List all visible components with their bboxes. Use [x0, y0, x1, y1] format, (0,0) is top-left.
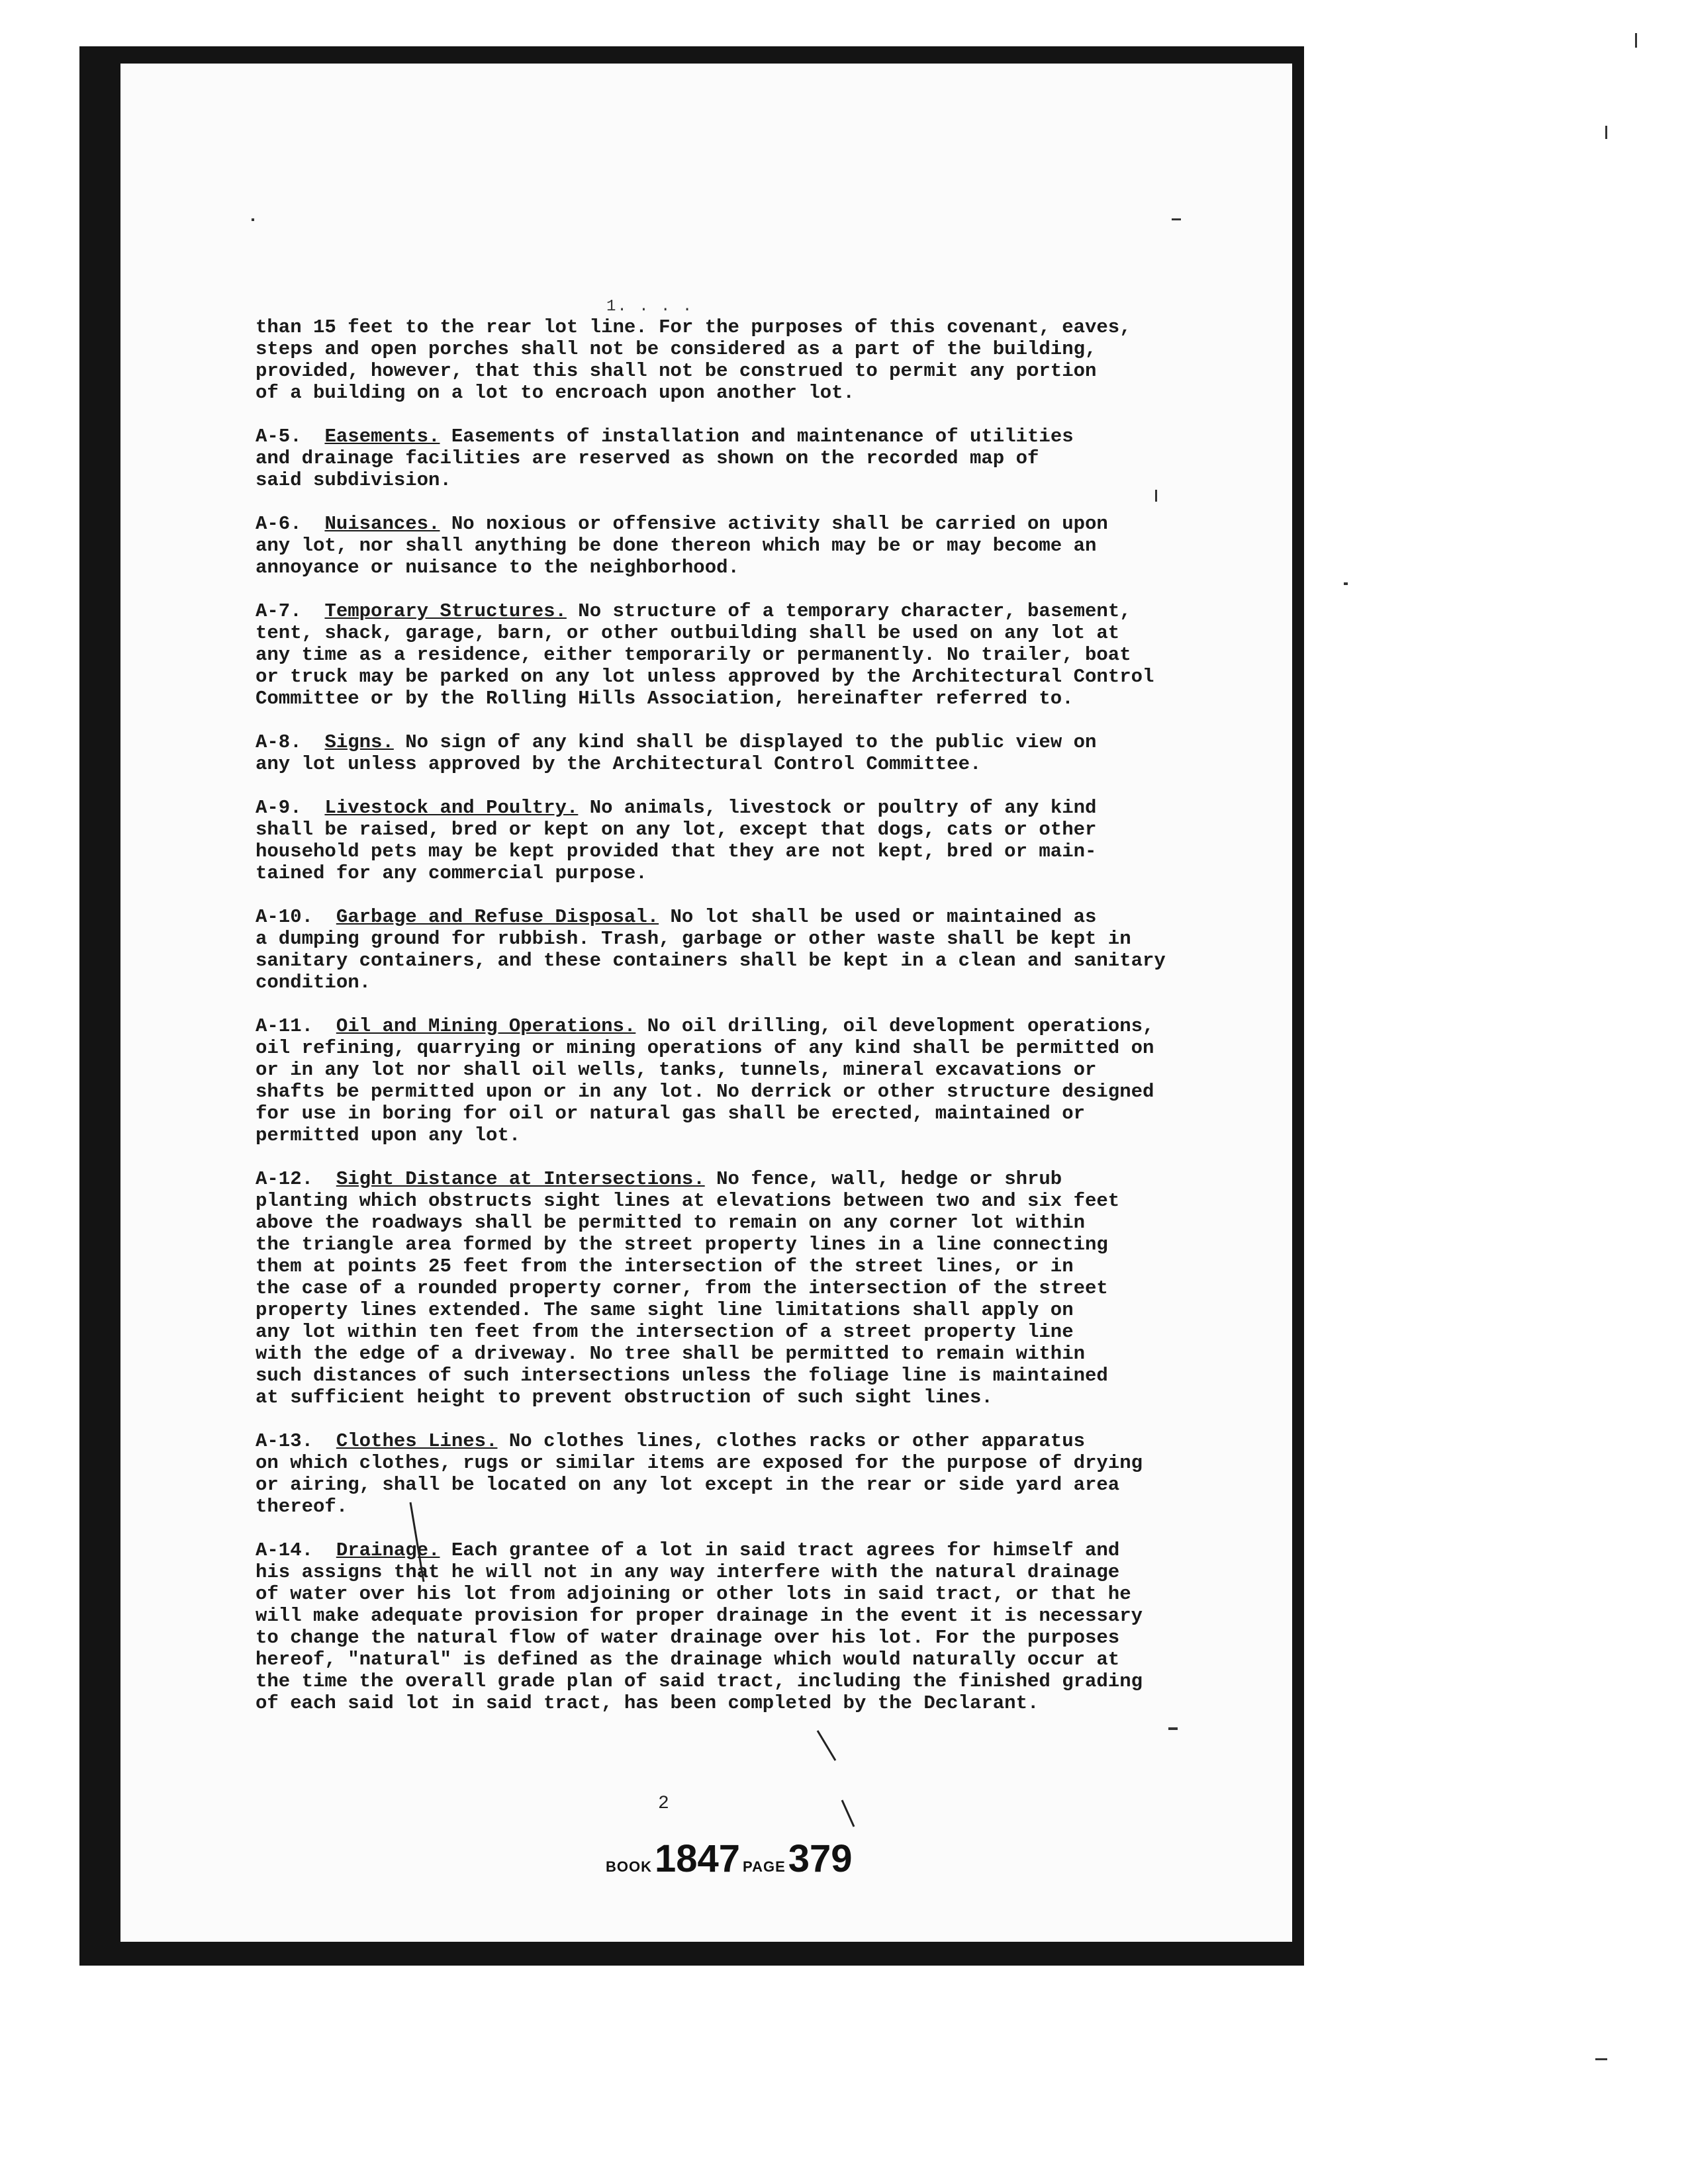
- section-oil-mining: [256, 1015, 1154, 1146]
- text-line: planting which obstructs sight lines at elevations between two and six feet: [256, 1190, 1120, 1212]
- text-line: them at points 25 feet from the intersection of the street lines, or in: [256, 1255, 1074, 1277]
- section-title: Garbage and Refuse Disposal.: [336, 906, 659, 928]
- text-line: provided, however, that this shall not be construed to permit any portion: [256, 360, 1097, 382]
- scan-speck: [1172, 218, 1181, 220]
- text-line: will make adequate provision for proper drainage in the event it is necessary: [256, 1605, 1143, 1627]
- text-line: his assigns that he will not in any way interfere with the natural drainage: [256, 1561, 1120, 1583]
- text-line: No sign of any kind shall be displayed to the public view on: [393, 731, 1097, 753]
- text-line: shall be raised, bred or kept on any lot, except that dogs, cats or other: [256, 819, 1097, 841]
- section-title: Temporary Structures.: [324, 600, 567, 622]
- text-line: No animals, livestock or poultry of any kind: [578, 797, 1097, 819]
- text-line: of water over his lot from adjoining or other lots in said tract, or that he: [256, 1583, 1131, 1605]
- section-title: Drainage.: [336, 1539, 440, 1561]
- section-number: A-10.: [256, 906, 314, 928]
- text-line: with the edge of a driveway. No tree shall be permitted to remain within: [256, 1343, 1086, 1365]
- text-line: No clothes lines, clothes racks or other apparatus: [497, 1430, 1086, 1452]
- text-line: such distances of such intersections unless the foliage line is maintained: [256, 1365, 1108, 1387]
- text-line: condition.: [256, 972, 371, 993]
- text-line: Easements of installation and maintenance of utilities: [440, 426, 1074, 447]
- text-line: than 15 feet to the rear lot line. For the purposes of this covenant, eaves,: [256, 316, 1131, 338]
- page-reference: 379: [788, 1837, 853, 1880]
- text-line: annoyance or nuisance to the neighborhood.: [256, 557, 739, 578]
- section-signs: [256, 731, 1149, 775]
- section-number: A-7.: [256, 600, 302, 622]
- text-line: shafts be permitted upon or in any lot. No derrick or other structure designed: [256, 1081, 1154, 1103]
- text-line: the triangle area formed by the street property lines in a line connecting: [256, 1234, 1108, 1255]
- text-line: property lines extended. The same sight line limitations shall apply on: [256, 1299, 1074, 1321]
- text-line: No noxious or offensive activity shall be carried on upon: [440, 513, 1108, 535]
- text-line: to change the natural flow of water drainage over his lot. For the purposes: [256, 1627, 1120, 1649]
- intro-paragraph: [256, 316, 1149, 404]
- text-line: sanitary containers, and these containers shall be kept in a clean and sanitary: [256, 950, 1166, 972]
- text-line: or in any lot nor shall oil wells, tanks, tunnels, mineral excavations or: [256, 1059, 1097, 1081]
- text-line: household pets may be kept provided that they are not kept, bred or main-: [256, 841, 1097, 862]
- section-title: Oil and Mining Operations.: [336, 1015, 636, 1037]
- text-line: or airing, shall be located on any lot except in the rear or side yard area: [256, 1474, 1120, 1496]
- book-label: BOOK: [606, 1858, 652, 1875]
- section-title: Livestock and Poultry.: [324, 797, 579, 819]
- section-drainage: [256, 1539, 1149, 1714]
- section-nuisances: [256, 513, 1149, 578]
- book-number: 1847: [655, 1837, 741, 1880]
- text-line: at sufficient height to prevent obstruction of such sight lines.: [256, 1387, 993, 1408]
- book-page-stamp: [606, 1837, 853, 1881]
- text-line: tent, shack, garage, barn, or other outbuilding shall be used on any lot at: [256, 622, 1120, 644]
- section-number: A-9.: [256, 797, 302, 819]
- section-easements: [256, 426, 1149, 491]
- text-line: oil refining, quarrying or mining operations of any kind shall be permitted on: [256, 1037, 1154, 1059]
- text-line: No fence, wall, hedge or shrub: [704, 1168, 1062, 1190]
- section-temporary-structures: [256, 600, 1154, 709]
- text-line: Committee or by the Rolling Hills Association, hereinafter referred to.: [256, 688, 1074, 709]
- header-mark: 1. . . .: [606, 298, 694, 316]
- scan-speck: [1605, 126, 1607, 139]
- section-number: A-8.: [256, 731, 302, 753]
- section-clothes-lines: [256, 1430, 1149, 1518]
- section-livestock: [256, 797, 1149, 884]
- text-line: any lot unless approved by the Architectural Control Committee.: [256, 753, 982, 775]
- text-line: No structure of a temporary character, basement,: [566, 600, 1131, 622]
- text-line: tained for any commercial purpose.: [256, 862, 647, 884]
- text-line: of each said lot in said tract, has been completed by the Declarant.: [256, 1692, 1039, 1714]
- section-number: A-14.: [256, 1539, 314, 1561]
- text-line: a dumping ground for rubbish. Trash, garbage or other waste shall be kept in: [256, 928, 1131, 950]
- text-line: said subdivision.: [256, 469, 451, 491]
- section-number: A-13.: [256, 1430, 314, 1452]
- scan-speck: [252, 218, 254, 221]
- section-number: A-11.: [256, 1015, 314, 1037]
- section-number: A-12.: [256, 1168, 314, 1190]
- text-line: No oil drilling, oil development operations,: [635, 1015, 1154, 1037]
- section-title: Signs.: [324, 731, 394, 753]
- scan-speck: [1155, 490, 1157, 502]
- section-title: Nuisances.: [324, 513, 440, 535]
- section-sight-distance: [256, 1168, 1149, 1408]
- text-line: for use in boring for oil or natural gas shall be erected, maintained or: [256, 1103, 1086, 1124]
- section-title: Clothes Lines.: [336, 1430, 498, 1452]
- text-line: permitted upon any lot.: [256, 1124, 521, 1146]
- page-number: 2: [658, 1794, 669, 1814]
- text-line: and drainage facilities are reserved as shown on the recorded map of: [256, 447, 1039, 469]
- text-line: above the roadways shall be permitted to remain on any corner lot within: [256, 1212, 1086, 1234]
- section-number: A-6.: [256, 513, 302, 535]
- text-line: any lot, nor shall anything be done thereon which may be or may become an: [256, 535, 1097, 557]
- section-title: Sight Distance at Intersections.: [336, 1168, 705, 1190]
- section-garbage: [256, 906, 1166, 993]
- text-line: or truck may be parked on any lot unless approved by the Architectural Control: [256, 666, 1154, 688]
- scan-speck: [1168, 1727, 1178, 1730]
- text-line: of a building on a lot to encroach upon another lot.: [256, 382, 855, 404]
- section-title: Easements.: [324, 426, 440, 447]
- scan-speck: [1635, 33, 1637, 48]
- text-line: thereof.: [256, 1496, 348, 1518]
- text-line: No lot shall be used or maintained as: [659, 906, 1097, 928]
- text-line: the time the overall grade plan of said tract, including the finished grading: [256, 1670, 1143, 1692]
- text-line: the case of a rounded property corner, from the intersection of the street: [256, 1277, 1108, 1299]
- section-number: A-5.: [256, 426, 302, 447]
- scan-speck: [1344, 582, 1348, 585]
- text-line: on which clothes, rugs or similar items are exposed for the purpose of drying: [256, 1452, 1143, 1474]
- text-line: steps and open porches shall not be considered as a part of the building,: [256, 338, 1097, 360]
- page-label: PAGE: [743, 1858, 786, 1875]
- document-body: [256, 316, 1166, 1736]
- text-line: any lot within ten feet from the intersection of a street property line: [256, 1321, 1074, 1343]
- text-line: hereof, "natural" is defined as the drainage which would naturally occur at: [256, 1649, 1120, 1670]
- text-line: Each grantee of a lot in said tract agrees for himself and: [440, 1539, 1120, 1561]
- scan-speck: [1595, 2058, 1607, 2060]
- text-line: any time as a residence, either temporarily or permanently. No trailer, boat: [256, 644, 1131, 666]
